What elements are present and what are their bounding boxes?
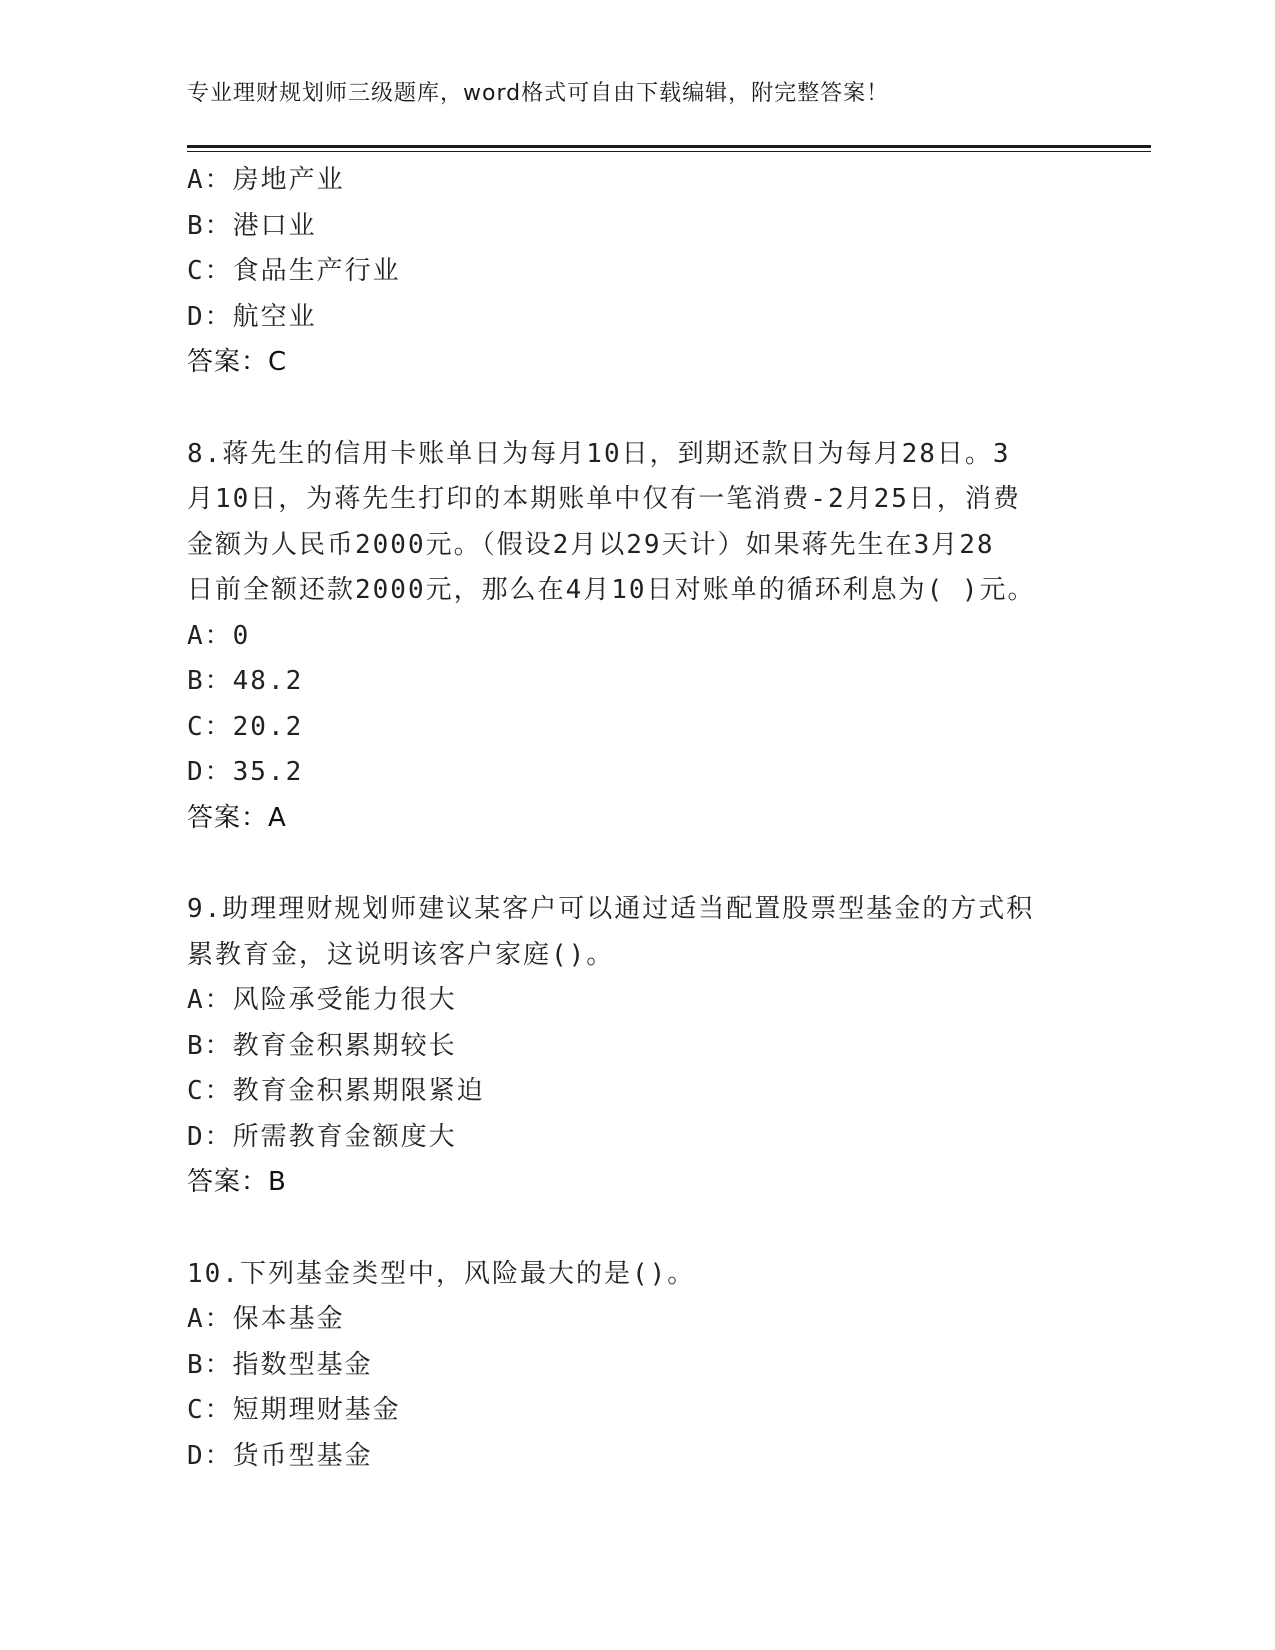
option-b: B：港口业	[187, 210, 317, 241]
question-stem-line: 日前全额还款2000元，那么在4月10日对账单的循环利息为( )元。	[187, 575, 1036, 605]
option-d: D：货币型基金	[187, 1440, 373, 1471]
question-10	[187, 1252, 1067, 1480]
option-a: A：房地产业	[187, 165, 345, 195]
option-d: D：航空业	[187, 301, 317, 332]
question-stem-line: 8.蒋先生的信用卡账单日为每月10日，到期还款日为每月28日。3	[187, 438, 1011, 469]
option-b: B：48.2	[187, 666, 304, 696]
header-rule-thick	[187, 145, 1151, 148]
document-header: 专业理财规划师三级题库，word格式可自由下载编辑，附完整答案！	[187, 81, 890, 106]
option-d: D：35.2	[187, 757, 304, 787]
answer: 答案：B	[187, 1167, 287, 1197]
option-a: A：保本基金	[187, 1304, 345, 1334]
option-b: B：指数型基金	[187, 1349, 373, 1380]
question-9	[187, 887, 1067, 1206]
question-7	[187, 158, 1067, 386]
option-c: C：20.2	[187, 711, 304, 742]
question-content	[187, 158, 1067, 1479]
answer: 答案：C	[187, 347, 288, 377]
question-stem-line: 月10日，为蒋先生打印的本期账单中仅有一笔消费-2月25日，消费	[187, 484, 1021, 514]
question-stem-line: 10.下列基金类型中，风险最大的是()。	[187, 1258, 696, 1289]
option-c: C：食品生产行业	[187, 256, 401, 286]
option-d: D：所需教育金额度大	[187, 1121, 457, 1152]
question-stem-line: 9.助理理财规划师建议某客户可以通过适当配置股票型基金的方式积	[187, 894, 1035, 924]
answer: 答案：A	[187, 802, 287, 833]
option-a: A：0	[187, 620, 251, 651]
option-c: C：教育金积累期限紧迫	[187, 1076, 485, 1106]
question-stem-line: 金额为人民币2000元。（假设2月以29天计）如果蒋先生在3月28	[187, 529, 995, 560]
option-a: A：风险承受能力很大	[187, 985, 457, 1015]
question-stem-line: 累教育金，这说明该客户家庭()。	[187, 939, 615, 970]
question-8	[187, 432, 1067, 842]
option-b: B：教育金积累期较长	[187, 1030, 457, 1061]
option-c: C：短期理财基金	[187, 1395, 401, 1425]
header-rule-thin	[187, 151, 1151, 152]
